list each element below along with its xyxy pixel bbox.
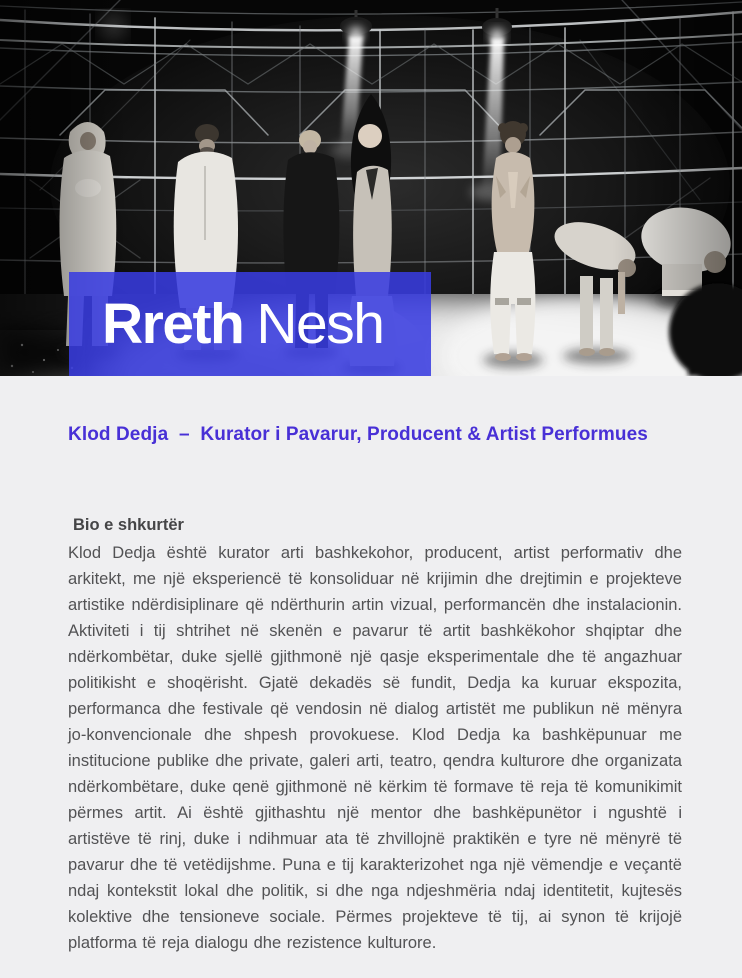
banner-title-bold: Rreth [102, 291, 244, 356]
hero-section [0, 0, 742, 376]
bio-section-title: Bio e shkurtër [73, 516, 184, 534]
banner-title-light: Nesh [256, 291, 384, 356]
rreth-nesh-banner [69, 272, 431, 376]
bio-paragraph: Klod Dedja është kurator arti bashkekohor, producent, artist performativ dhe arkitekt, me një eksperiencë të konsoliduar në krijimin dhe drejtimin e projekteve artistike ndërdisiplinare që ndërthurin artin vizual, performancën dhe instalacionin. Aktiviteti i tij shtrihet në skenën e pavarur të artit bashkëkohor shqiptar dhe ndërkombëtar, duke sjellë gjithmonë një qasje eksperimentale dhe të angazhuar politikisht e shoqërisht. Gjatë dekadës së fundit, Dedja ka kuruar ekspozita, performanca dhe festivale që vendosin në dialog artistët me publikun në mënyra jo-konvencionale dhe shpesh provokuese. Klod Dedja ka bashkëpunuar me institucione publike dhe private, galeri arti, teatro, qendra kulturore dhe organizata ndërkombëtare, duke qenë gjithmonë në kërkim të formave të reja të komunikimit përmes artit. Ai është gjithashtu një mentor dhe bashkëpunëtor i ngushtë i artistëve të rinj, duke i ndihmuar ata të zhvillojnë praktikën e tyre në mënyrë të pavarur dhe të vetëdijshme. Puna e tij karakterizohet nga një vëmendje e veçantë ndaj kontekstit lokal dhe politik, si dhe nga ndjeshmëria ndaj identitetit, kujtesës kolektive dhe tensioneve sociale. Përmes projekteve të tij, ai synon të krijojë platforma të reja dialogu dhe rezistence kulturore. [68, 544, 682, 952]
right-vignette [612, 0, 742, 290]
content-section [0, 376, 742, 956]
page-title: Klod Dedja – Kurator i Pavarur, Producent & Artist Performues [68, 424, 648, 445]
banner-title [102, 291, 384, 356]
